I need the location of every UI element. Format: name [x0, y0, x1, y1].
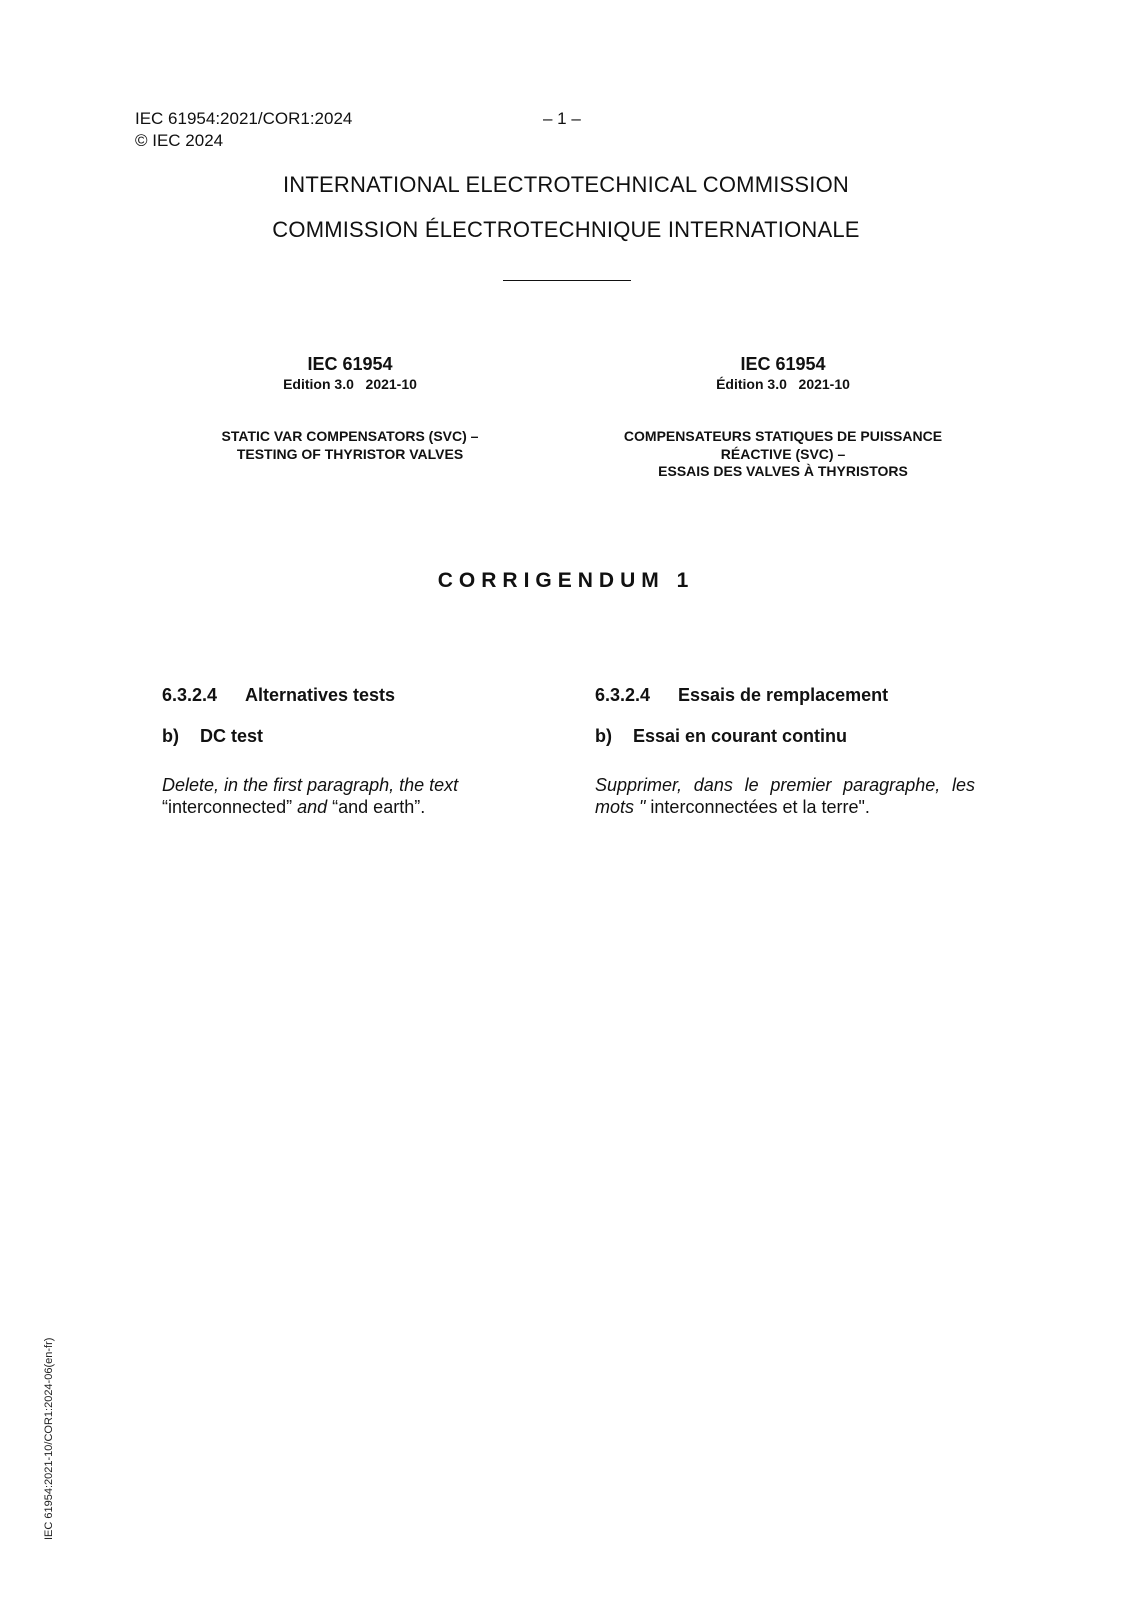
side-document-reference: IEC 61954:2021-10/COR1:2024-06(en-fr) — [43, 1337, 55, 1540]
instruction-paragraph-french — [595, 774, 975, 818]
item-label-english: b) — [162, 726, 179, 746]
instruction-english-line2 — [162, 796, 542, 818]
quoted-text-interconnected: “interconnected” — [162, 797, 293, 817]
section-heading-english — [162, 684, 542, 706]
quoted-text-french: interconnectées et la terre". — [650, 797, 870, 817]
item-heading-english — [162, 725, 542, 747]
instruction-paragraph-english — [162, 774, 542, 818]
instruction-english-line1: Delete, in the first paragraph, the text — [162, 775, 459, 795]
edition-english: Edition 3.0 2021-10 — [283, 376, 417, 392]
section-heading-french — [595, 684, 975, 706]
item-heading-french — [595, 725, 975, 747]
title-divider — [503, 280, 631, 281]
standard-title-french-line3: ESSAIS DES VALVES À THYRISTORS — [658, 463, 908, 479]
item-label-french: b) — [595, 726, 612, 746]
instruction-french-part1: Supprimer, dans le premier paragraphe, les mots " — [595, 775, 975, 817]
header-reference: IEC 61954:2021/COR1:2024 — [135, 109, 353, 128]
section-title-french: Essais de remplacement — [678, 685, 889, 705]
organization-name-english: INTERNATIONAL ELECTROTECHNICAL COMMISSION — [283, 172, 849, 197]
standard-number-english: IEC 61954 — [307, 354, 393, 374]
item-title-french: Essai en courant continu — [633, 726, 848, 746]
standard-title-french-line2: RÉACTIVE (SVC) – — [720, 445, 846, 462]
standard-title-english-line2: TESTING OF THYRISTOR VALVES — [236, 445, 464, 462]
organization-name-french: COMMISSION ÉLECTROTECHNIQUE INTERNATIONALE — [272, 217, 860, 242]
quoted-text-and-earth: “and earth”. — [332, 797, 426, 817]
page-number: – 1 – — [543, 109, 581, 128]
item-title-english: DC test — [200, 726, 264, 746]
corrigendum-heading: CORRIGENDUM 1 — [437, 569, 695, 592]
standard-title-english — [170, 428, 530, 463]
standard-title-french-line1: COMPENSATEURS STATIQUES DE PUISSANCE — [623, 428, 943, 444]
standard-title-english-line1: STATIC VAR COMPENSATORS (SVC) – — [221, 428, 479, 444]
standard-number-french: IEC 61954 — [740, 354, 826, 374]
section-title-english: Alternatives tests — [245, 685, 396, 705]
section-number-english: 6.3.2.4 — [162, 685, 218, 705]
header-copyright: © IEC 2024 — [135, 131, 224, 150]
edition-french: Édition 3.0 2021-10 — [716, 376, 850, 392]
conjunction-and: and — [297, 797, 328, 817]
standard-title-french — [583, 428, 983, 481]
section-number-french: 6.3.2.4 — [595, 685, 651, 705]
